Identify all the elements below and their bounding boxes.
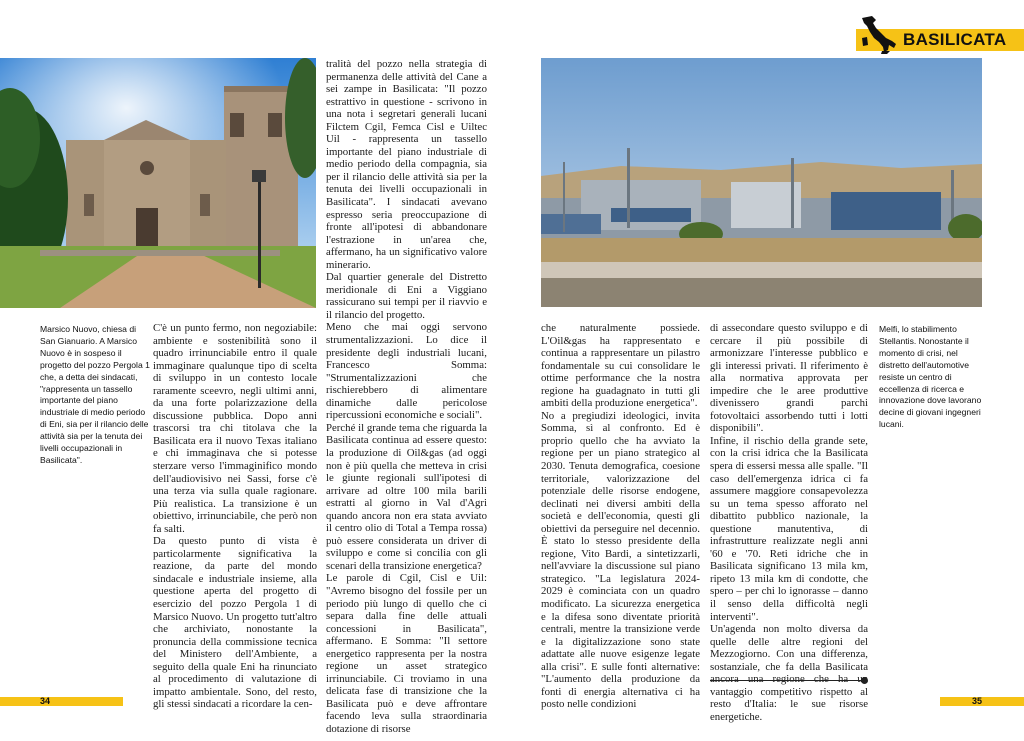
church-photo-art (0, 58, 316, 308)
factory-photo (541, 58, 982, 307)
right-page-column-2 (710, 322, 868, 724)
paragraph: C'è un punto fermo, non negoziabile: ambiente e sostenibilità sono il quadro irrinunciabile entro il quale immaginare qualunque tipo di scelta di sviluppo in un contesto locale raramente sceevro, negli ultimi anni, da una forte polarizzazione della discussione pubblica. Dopo anni trascorsi tra chi titolava che la Basilicata era il nuovo Texas italiano e chi immaginava che si potesse sterzare verso l'immaginifico mondo dell'audiovisivo nei Sassi, forse c'è una terza via sulla quale ragionare. Più realistica. La transizione è un obiettivo, irrinunciabile, che però non fa salti. (153, 322, 317, 535)
church-photo (0, 58, 316, 308)
paragraph: Da questo punto di vista è particolarmente significativa la reazione, da parte del mondo sindacale e industriale insieme, alla questione aperta del progetto di esercizio del pozzo Pergola 1 di Marsico Nuovo. Un progetto tutt'altro che archiviato, nonostante la pronuncia della commissione tecnica del Ministero dell'Ambiente, a seguito della quale Eni ha rinunciato al procedimento di valutazione di impatto ambientale. Sono, del resto, gli stessi sindacati a ricordare la cen- (153, 535, 317, 711)
paragraph: No a pregiudizi ideologici, invita Somma, sì al confronto. Ed è proprio quello che ha avviato la regione per un piano strategico al 2030. Tenuta demografica, coesione territoriale, valorizzazione del potenziale delle risorse endogene, declinati nei diversi ambiti della società e dell'economia, questi gli obiettivi da perseguire nel decennio. È stato lo stesso presidente della regione, Vito Bardi, a sintetizzarli, nell'avviare la discussione sul piano strategico. "La legislatura 2024-2029 è cominciata con un quadro modificato. La sicurezza energetica e la difesa sono diventate priorità centrali, mentre la transizione verde e la digitalizzazione sono state adattate alle nuove esigenze legate alla crisi". E sulle fonti alternative: "L'aumento della produzione da fonti di energia alternativa ci ha posto nelle condizioni (541, 409, 700, 711)
end-of-article-dot (861, 677, 868, 684)
paragraph: Un'agenda non molto diversa da quelle delle altre regioni del Mezzogiorno. Con una differenza, sostanziale, che fa della Basilicata vantaggio competitivo rispetto al resto d'Italia: le sue risorse energetiche. (710, 623, 868, 723)
paragraph: che naturalmente possiede. L'Oil&gas ha rappresentato e continua a rappresentare un pilastro fondamentale su cui consolidare le ottime performance che la nostra regione ha guadagnato in tutti gli ambiti della produzione energetica". (541, 322, 700, 410)
section-label: BASILICATA (903, 30, 1007, 49)
left-photo-caption: Marsico Nuovo, chiesa di San Gianuario. A Marsico Nuovo è in sospeso il progetto del pozzo Pergola 1 che, a detta dei sindacati, "rappresenta un tassello importante del piano industriale di medio periodo di Eni, sia per il rilancio delle attività sia per la tenuta dei livelli occupazionali in Basilicata". (40, 324, 150, 465)
left-page-number: 34 (40, 696, 51, 706)
paragraph: di assecondare questo sviluppo e di cercare il più possibile di armonizzare l'interesse pubblico e gli interessi privati. Il riferimento è alla normativa approvata per impedire che le aree produttive divenissero grandi parchi fotovoltaici assorbendo tutti i lotti disponibili". (710, 322, 868, 435)
right-page-column-1 (541, 322, 700, 711)
paragraph: Meno che mai oggi servono strumentalizzazioni. Lo dice il presidente degli industriali lucani, Francesco Somma: "Strumentalizzazioni che rischierebbero di alimentare dinamiche dalle pericolose ripercussioni economiche e sociali". (326, 321, 487, 422)
right-page-number: 35 (972, 696, 983, 706)
factory-photo-art (541, 58, 982, 307)
paragraph: Perché il grande tema che riguarda la Basilicata continua ad essere questo: la produzione di Oil&gas (ad oggi non è più quella che metteva in crisi le giunte regionali sull'ipotesi di arrivare ad oltre 100 mila barili estratti al giorno in Val d'Agri quando ancora non era stata avviato il centro olio di Total a Tempa rossa) può essere considerata un driver di sviluppo e come si concilia con gli scenari della transizione energetica? (326, 421, 487, 572)
paragraph: Le parole di Cgil, Cisl e Uil: "Avremo bisogno del fossile per un periodo più lungo di quello che ci separa dalla fine delle attuali concessioni in Basilicata", affermano. E Somma: "Il settore energetico rappresenta per la nostra regione un asset strategico irrinunciabile. Ci troviamo in una delicata fase di transizione che la Basilicata può e deve affrontare facendo leva sulla straordinaria dotazione di risorse (326, 572, 487, 735)
paragraph: tralità del pozzo nella strategia di permanenza delle attività del Cane a sei zampe in Basilicata: "Il pozzo estrattivo in questione - scrivono in una nota i segretari generali lucani Filctem Cgil, Femca Cisl e Uiltec Uil - rappresenta un tassello importante del piano industriale di medio periodo della compagnia, sia per il rilancio delle attività sia per la tenuta dei livelli occupazionali in Basilicata". I sindacati avevano espresso seria preoccupazione di fronte all'ipotesi di abbandonare l'estrazione in un'area che, affermano, ha un significativo valore minerario. (326, 58, 487, 271)
end-of-article-rule (710, 680, 864, 681)
left-footer-bar (0, 697, 123, 706)
left-page-column-1 (153, 322, 317, 711)
paragraph: Dal quartier generale del Distretto meridionale di Eni a Viggiano rassicurano sui tempi per il riavvio e il rilancio del progetto. (326, 271, 487, 321)
right-photo-caption: Melfi, lo stabilimento Stellantis. Nonostante il momento di crisi, nel distretto dell'automotive resiste un centro di eccellenza di ricerca e innovazione dove lavorano decine di giovani ingegneri lucani. (879, 324, 982, 430)
left-page-column-2 (326, 58, 487, 736)
paragraph: Infine, il rischio della grande sete, con la crisi idrica che la Basilicata spera di essersi messa alle spalle. "Il caso dell'emergenza idrica ci fa assumere maggiore consapevolezza su un tema spesso afforato nel dibattito pubblico nazionale, la questione manutentiva, di infrastrutture realizzate negli anni '60 e '70. Reti idriche che in Basilicata significano 13 mila km, ripeto 13 mila km di condotte, che spero – per chi lo ignorasse – danno il senso della difficoltà negli interventi". (710, 434, 868, 623)
italy-map-icon (856, 14, 900, 54)
